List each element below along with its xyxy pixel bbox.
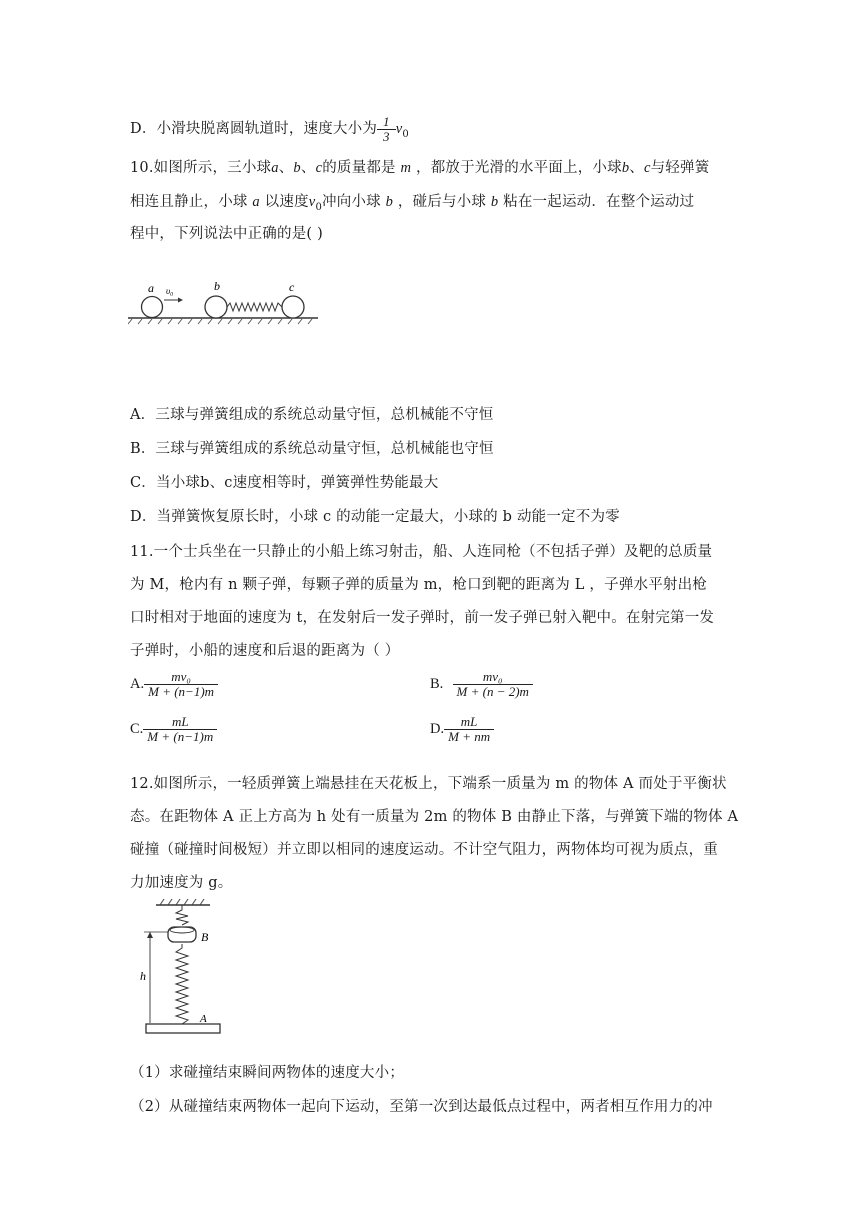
q12-stem-line-3: 碰撞（碰撞时间极短）并立即以相同的速度运动。不计空气阻力，两物体均可视为质点，重	[130, 842, 718, 858]
q9-option-d-text: D．小滑块脱离圆轨道时，速度大小为	[130, 121, 378, 138]
label-a: a	[148, 281, 154, 295]
label-v0: υ₀	[166, 286, 174, 296]
q11-option-b: B. $\frac{\text{mv₀}}{M + (n - 2)m}$	[430, 670, 533, 698]
q11-option-d: D. $\frac{mL}{M + nm}$	[430, 715, 494, 743]
q11-stem-line-3: 口时相对于地面的速度为 t，在发射后一发子弹时，前一发子弹已射入靶中。在射完第一发	[130, 610, 715, 626]
q12-figure-spring	[128, 896, 228, 1040]
q10-option-a: A．三球与弹簧组成的系统总动量守恒，总机械能不守恒	[130, 407, 494, 423]
q12-stem-line-2: 态。在距物体 A 正上方高为 h 处有一质量为 2m 的物体 B 由静止下落，与弹簧下端的物体 A	[130, 809, 739, 825]
q12-stem-line-1: 12.如图所示，一轻质弹簧上端悬挂在天花板上，下端系一质量为 m 的物体 A 而处于平衡状	[130, 776, 727, 792]
q12-subquestion-2: （2）从碰撞结束两物体一起向下运动，至第一次到达最低点过程中，两者相互作用力的冲	[130, 1099, 713, 1115]
block-a	[146, 1024, 220, 1033]
label-b-upper: B	[201, 930, 209, 944]
lower-spring	[176, 944, 188, 1024]
q11-stem-line-4: 子弹时，小船的速度和后退的距离为（ ）	[130, 643, 400, 659]
fraction-denominator: 3	[383, 128, 390, 144]
q12-stem-line-4: 力加速度为 g。	[130, 875, 233, 891]
q11-option-a: A. $\frac{\text{mv₀}}{M + (n-1)m}$	[130, 670, 218, 698]
upper-spring	[176, 905, 188, 925]
label-h: h	[140, 969, 146, 983]
q11-option-c: C. $\frac{mL}{M + (n-1)m}$	[130, 715, 217, 743]
q10-stem-line-2: 相连且静止，小球 a 以速度$v_0$冲向小球 b ，碰后与小球 b 粘在一起运动．在整个运动过	[130, 194, 695, 213]
velocity-symbol: v	[395, 121, 403, 138]
velocity-subscript: 0	[402, 129, 409, 141]
q10-option-d: D．当弹簧恢复原长时，小球 c 的动能一定最大，小球的 b 动能一定不为零	[130, 509, 620, 525]
ball-b	[205, 296, 227, 318]
q10-option-b: B．三球与弹簧组成的系统总动量守恒，总机械能也守恒	[130, 441, 494, 457]
q11-stem-line-2: 为 M，枪内有 n 颗子弹，每颗子弹的质量为 m，枪口到靶的距离为 L ，子弹水平射出枪	[130, 577, 708, 593]
q9-option-d	[130, 115, 409, 143]
ball-c	[282, 296, 304, 318]
fraction-numerator: 1	[377, 115, 396, 130]
q10-stem-line-1: 10.如图所示，三小球a、b、c的质量都是 m ，都放于光滑的水平面上，小球b、c与轻弹簧	[130, 160, 710, 176]
q10-stem-line-3: 程中，下列说法中正确的是( )	[130, 226, 323, 242]
q10-option-c: C．当小球b、c速度相等时，弹簧弹性势能最大	[130, 475, 439, 491]
q10-figure-balls-spring	[128, 278, 320, 328]
label-a-lower: A	[200, 1013, 207, 1025]
q9-option-d-fraction	[377, 115, 396, 143]
label-b: b	[214, 279, 220, 293]
q12-subquestion-1: （1）求碰撞结束瞬间两物体的速度大小；	[130, 1065, 405, 1081]
ball-a	[142, 297, 163, 318]
spring	[227, 303, 282, 311]
q11-stem-line-1: 11.一个士兵坐在一只静止的小船上练习射击，船、人连同枪（不包括子弹）及靶的总质量	[130, 544, 713, 560]
label-c: c	[289, 280, 295, 294]
block-b	[168, 927, 196, 942]
